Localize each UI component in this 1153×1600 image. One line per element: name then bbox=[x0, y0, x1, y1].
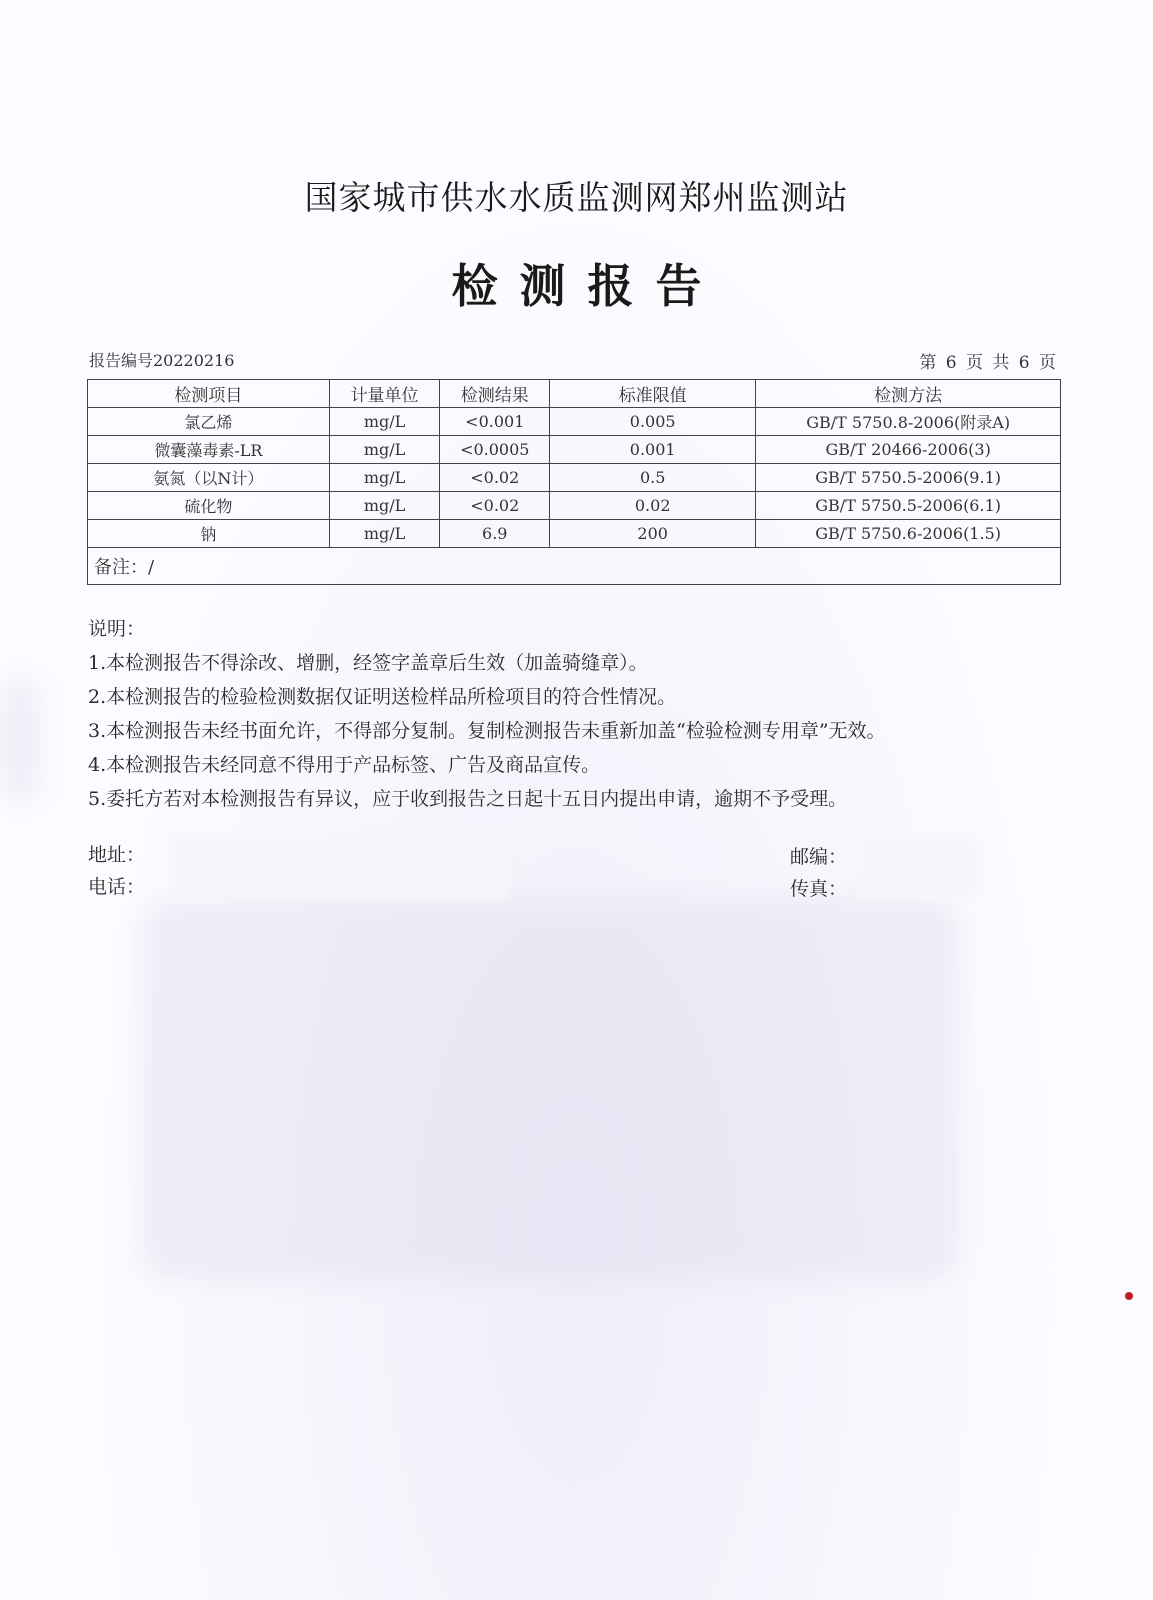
cell-item: 钠 bbox=[88, 520, 330, 548]
notes-heading: 说明： bbox=[88, 618, 146, 640]
phone-label: 电话： bbox=[88, 876, 146, 898]
report-number: 报告编号20220216 bbox=[89, 351, 235, 370]
doc-title: 检测报告 bbox=[451, 259, 724, 313]
cell-item: 氨氮（以N计） bbox=[88, 464, 330, 492]
cell-unit: mg/L bbox=[329, 464, 440, 492]
note-item: 3.本检测报告未经书面允许，不得部分复制。复制检测报告未重新加盖“检验检测专用章”无效。 bbox=[88, 720, 886, 742]
cell-item: 氯乙烯 bbox=[88, 408, 330, 436]
cell-method: GB/T 5750.6-2006(1.5) bbox=[756, 520, 1061, 548]
cell-limit: 200 bbox=[550, 520, 756, 548]
red-mark-dot bbox=[1125, 1292, 1133, 1300]
remark-cell: 备注：/ bbox=[88, 548, 1061, 585]
cell-method: GB/T 20466-2006(3) bbox=[756, 436, 1061, 464]
cell-result: 6.9 bbox=[440, 520, 550, 548]
note-item: 5.委托方若对本检测报告有异议，应于收到报告之日起十五日内提出申请，逾期不予受理。 bbox=[88, 788, 848, 810]
note-item: 1.本检测报告不得涂改、增删，经签字盖章后生效（加盖骑缝章）。 bbox=[88, 652, 648, 674]
org-title: 国家城市供水水质监测网郑州监测站 bbox=[304, 178, 849, 217]
table-row bbox=[88, 408, 1061, 436]
header-unit: 计量单位 bbox=[329, 380, 440, 408]
cell-method: GB/T 5750.8-2006(附录A) bbox=[756, 408, 1061, 436]
postcode-label: 邮编： bbox=[790, 846, 848, 868]
bleed-through-smudge bbox=[140, 900, 960, 1280]
table-row bbox=[88, 492, 1061, 520]
cell-result: <0.0005 bbox=[440, 436, 550, 464]
cell-item: 硫化物 bbox=[88, 492, 330, 520]
cell-result: <0.02 bbox=[440, 492, 550, 520]
table-row bbox=[88, 520, 1061, 548]
cell-method: GB/T 5750.5-2006(9.1) bbox=[756, 464, 1061, 492]
note-item: 4.本检测报告未经同意不得用于产品标签、广告及商品宣传。 bbox=[88, 754, 601, 776]
page-info: 第 6 页 共 6 页 bbox=[919, 353, 1058, 373]
cell-limit: 0.005 bbox=[550, 408, 756, 436]
fax-label: 传真： bbox=[790, 878, 848, 900]
address-label: 地址： bbox=[88, 844, 146, 866]
cell-result: <0.02 bbox=[440, 464, 550, 492]
cell-item: 微囊藻毒素-LR bbox=[88, 436, 330, 464]
header-item: 检测项目 bbox=[88, 380, 330, 408]
table-row bbox=[88, 436, 1061, 464]
redacted-postcode bbox=[858, 838, 978, 900]
cell-unit: mg/L bbox=[329, 436, 440, 464]
cell-result: <0.001 bbox=[440, 408, 550, 436]
edge-smudge bbox=[0, 680, 40, 800]
redacted-address bbox=[170, 836, 510, 900]
cell-limit: 0.001 bbox=[550, 436, 756, 464]
header-result: 检测结果 bbox=[440, 380, 550, 408]
table-row bbox=[88, 464, 1061, 492]
remark-row bbox=[88, 548, 1061, 585]
table-header-row bbox=[88, 380, 1061, 408]
header-method: 检测方法 bbox=[756, 380, 1061, 408]
notes-section bbox=[88, 612, 1038, 816]
cell-unit: mg/L bbox=[329, 520, 440, 548]
note-item: 2.本检测报告的检验检测数据仅证明送检样品所检项目的符合性情况。 bbox=[88, 686, 677, 708]
cell-unit: mg/L bbox=[329, 408, 440, 436]
cell-unit: mg/L bbox=[329, 492, 440, 520]
results-table bbox=[87, 379, 1061, 585]
header-limit: 标准限值 bbox=[550, 380, 756, 408]
cell-method: GB/T 5750.5-2006(6.1) bbox=[756, 492, 1061, 520]
cell-limit: 0.02 bbox=[550, 492, 756, 520]
cell-limit: 0.5 bbox=[550, 464, 756, 492]
